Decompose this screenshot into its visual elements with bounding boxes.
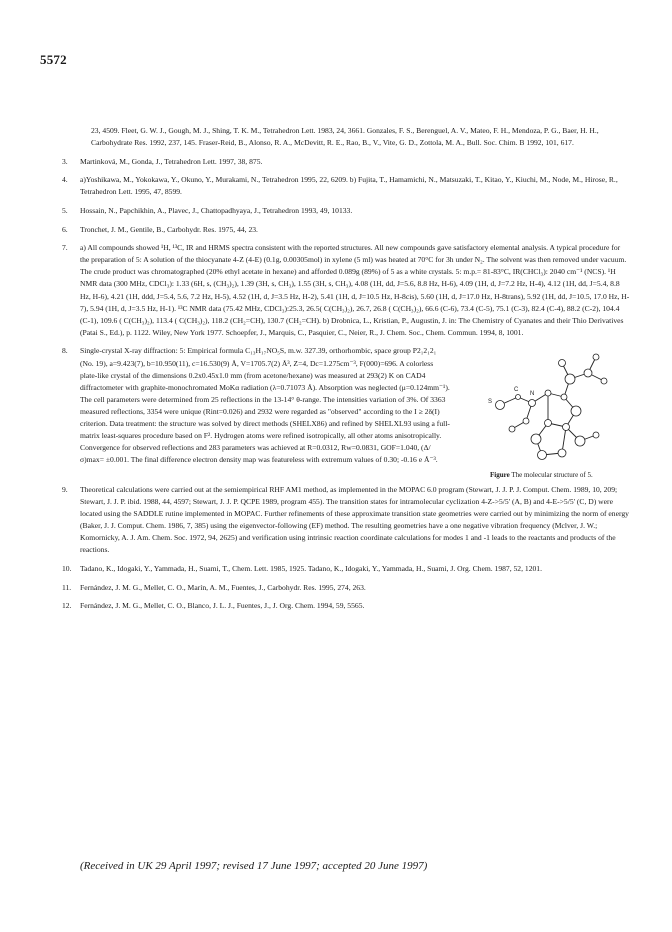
reference-6 xyxy=(62,224,630,236)
reference-number: 12. xyxy=(62,601,72,611)
reference-number: 11. xyxy=(62,582,72,592)
reference-number: 4. xyxy=(62,175,68,185)
received-dates: (Received in UK 29 April 1997; revised 17 June 1997; accepted 20 June 1997) xyxy=(80,860,428,872)
reference-9 xyxy=(62,484,630,557)
reference-text: Hossain, N., Papchikhin, A., Plavec, J., Chattopadhyaya, J., Tetrahedron 1993, 49, 10133. xyxy=(80,205,353,215)
reference-number: 8. xyxy=(62,346,68,356)
reference-5 xyxy=(62,205,630,217)
figure-caption-text: The molecular structure of 5. xyxy=(511,471,593,480)
reference-text: a) All compounds showed ¹H, ¹³C, IR and HRMS spectra consistent with the reported structures. All new compounds gave satisfactory elemental analysis. A typical procedure for the preparation of 5: A solution of the thiocyanate 4-Z (4-E) (0.1g, 0.00305mol) in xylene (5 ml) was heated at 70°C for 3h under N₂. The solvent was then removed under vacuum. The crude product was chromatographed (20% ethyl acetate in hexane) and afforded 0.089g (89%) of 5 as a white crystals. 5: m.p.= 81-83°C, IR(CHCl₃): 2040 cm⁻¹ (NCS). ¹H NMR data (300 MHz, CDCl₃): 1.33 (6H, s, (CH₃)₂), 1.39 (3H, s, CH₃), 1.55 (3H, s, CH₃), 4.08 (1H, dd, J=5.6, 8.8 Hz, H-6), 4.09 (1H, d, J=7.2 Hz, H-4), 4.12 (1H, dd, J=5.4, 8.8 Hz, H-6), 4.21 (1H, ddd, J=5.4, 5.6, 7.2 Hz, H-5), 4.52 (1H, d, J=3.5 Hz, H-2), 5.41 (1H, d, J=10.5 Hz, H-8cis), 5.60 (1H, d, J=17.0 Hz, H-8trans), 5.92 (1H, dd, J=10.5, 17.0 Hz, H-7), 5.94 (1H, d, J=3.5 Hz, H-1). ¹³C NMR data (75.42 MHz, CDCl₃):25.3, 26.5( C(CH₃)₂), 26.7, 26.8 ( C(CH₃)₂), 66.6 (C-6), 73.4 (C-5), 75.1 (C-3), 82.4 (C-4), 88.2 (C-2), 104.4 (C-1), 109.6 ( C(CH₃)₂), 113.4 ( C(CH₃)₂), 118.2 (CH₂=CH), 130.7 (CH₂=CH). b) Drobnica, L., Kristian, P., Augustin, J. in: The Chemistry of Cyanates and their Thio Derivatives (Patai S., Ed.), p. 1122. Wiley, New York 1977. Schoepfer, J., Marquis, C., Pasquier, C., Neier, R., J. Chem. Soc., Chem. Commun. 1994, 8, 1001. xyxy=(80,243,630,337)
molecular-structure-figure xyxy=(450,345,630,480)
reference-number: 3. xyxy=(62,156,68,166)
reference-text: Single-crystal X-ray diffraction: 5: Empirical formula C₁₃H₁₇NO₅S, m.w. 327.39, orthorhombic, space group P2₁2₁2₁ (No. 19), a=9.423(7), b=10.950(11), c=16.530(9) Å, V=1705.7(2) Å³, Z=4, Dc=1.275cm⁻³, F(000)=696. A colorless plate-like crystal of the dimensions 0.2x0.45x1.0 mm (from acetone/hexane) was measured at 293(2) K on CAD4 diffractometer with graphite-monochromated MoKα radiation (λ=0.71073 Å). Absorption was neglected (μ=0.124mm⁻¹). The cell parameters were determined from 25 reflections in the 13-14° θ-range. The intensities variation of 3%. Of 3363 measured reflections, 3354 were unique (Rint=0.026) and 2932 were regarded as "observed" according to the I ≥ 2δ(I) criterion. Data treatment: the structure was solved by direct methods (SHELX86) and refined by SHELXL93 using a full-matrix least-squares procedure based on F². Hydrogen atoms were refined isotropically, all other atoms anisotropically. Convergence for observed reflections and 283 parameters was achieved at R=0.0312, Rw=0.0831, GOF=1.040, (Δ/σ)max= ±0.001. The final difference electron density map was featureless with extremum values of 0.30; -0.16 e Å⁻³. xyxy=(80,346,450,465)
reference-10 xyxy=(62,563,630,575)
reference-11 xyxy=(62,582,630,594)
reference-text: Fernández, J. M. G., Mellet, C. O., Blanco, J. L. J., Fuentes, J., J. Org. Chem. 1994, 59, 5565. xyxy=(80,601,365,611)
figure-caption xyxy=(490,469,630,481)
reference-12 xyxy=(62,600,630,612)
reference-number: 9. xyxy=(62,484,68,494)
reference-text: Fernández, J. M. G., Mellet, C. O., Marín, A. M., Fuentes, J., Carbohydr. Res. 1995, 274, 263. xyxy=(80,582,366,592)
reference-number: 7. xyxy=(62,243,68,253)
reference-4 xyxy=(62,174,630,198)
references xyxy=(62,125,630,619)
reference-text: Martinková, M., Gonda, J., Tetrahedron Lett. 1997, 38, 875. xyxy=(80,156,263,166)
reference-7 xyxy=(62,242,630,339)
reference-number: 10. xyxy=(62,563,72,573)
reference-continued: 23, 4509. Fleet, G. W. J., Gough, M. J., Shing, T. K. M., Tetrahedron Lett. 1983, 24, 3661. Gonzales, F. S., Berenguel, A. V., Mateo, F. H., Mendoza, P. G., Baer, H. H., Carbohydrate Res. 1992, 237, 145. Fraser-Reid, B., Alonso, R. A., McDevitt, R. E., Rao, B., V., Vite, G. D., Zottola, M. A., Bull. Soc. Chim. B 1992, 101, 617. xyxy=(91,126,599,148)
reference-number: 5. xyxy=(62,205,68,215)
reference-text: a)Yoshikawa, M., Yokokawa, Y., Okuno, Y., Murakami, N., Tetrahedron 1995, 22, 6209. b) Fujita, T., Hamamichi, N., Matsuzaki, T., Kitao, Y., Kiuchi, M., Node, M., Hirose, R., Tetrahedron Lett. 1995, 47, 8599. xyxy=(80,175,618,197)
reference-text: Tadano, K., Idogaki, Y., Yammada, H., Suami, T., Chem. Lett. 1985, 1925. Tadano, K., Idogaki, Y., Yammada, H., Suami, J. Org. Chem. 1987, 52, 1201. xyxy=(80,563,542,573)
atom-label-n: N xyxy=(530,391,535,398)
reference-text: Theoretical calculations were carried out at the semiempirical RHF AM1 method, as implemented in the MOPAC 6.0 program (Stewart, J. J. P. J. Comput. Chem. 1989, 10, 209; Stewart, J. J. P. ibid. 1988, 44, 4597; Stewart, J. J. P. QCPE 1989, program 455). The transition states for intramolecular cyclization 4-Z->5/5' (A, B) and 4-E->5/5' (C, D) were located using the SADDLE rutine implemented in MOPAC. Further refinements of these approximate transition state geometries were carried out by minimizing the norm of energy (Baker, J. J. Comput. Chem. 1986, 7, 385) using the eigenvector-following (EF) method. The resulting geometries have a one negative vibration frequency (Mclver, J. W.; Komornicky, A. J. Am. Chem. Soc. 1972, 94, 2625) and verification using intrinsic reaction coordinate calculations for modes 1 and -1 leads to the reactants and products of the reactions. xyxy=(80,484,629,555)
reference-text: Tronchet, J. M., Gentile, B., Carbohydr. Res. 1975, 44, 23. xyxy=(80,224,258,234)
page-number: 5572 xyxy=(40,52,67,67)
reference-3 xyxy=(62,156,630,168)
figure-caption-label: Figure xyxy=(490,471,510,480)
atom-label-s: S xyxy=(488,399,493,406)
reference-8 xyxy=(62,345,630,480)
molecule-drawing xyxy=(470,345,620,465)
reference-number: 6. xyxy=(62,224,68,234)
atom-label-c: C xyxy=(514,387,519,394)
